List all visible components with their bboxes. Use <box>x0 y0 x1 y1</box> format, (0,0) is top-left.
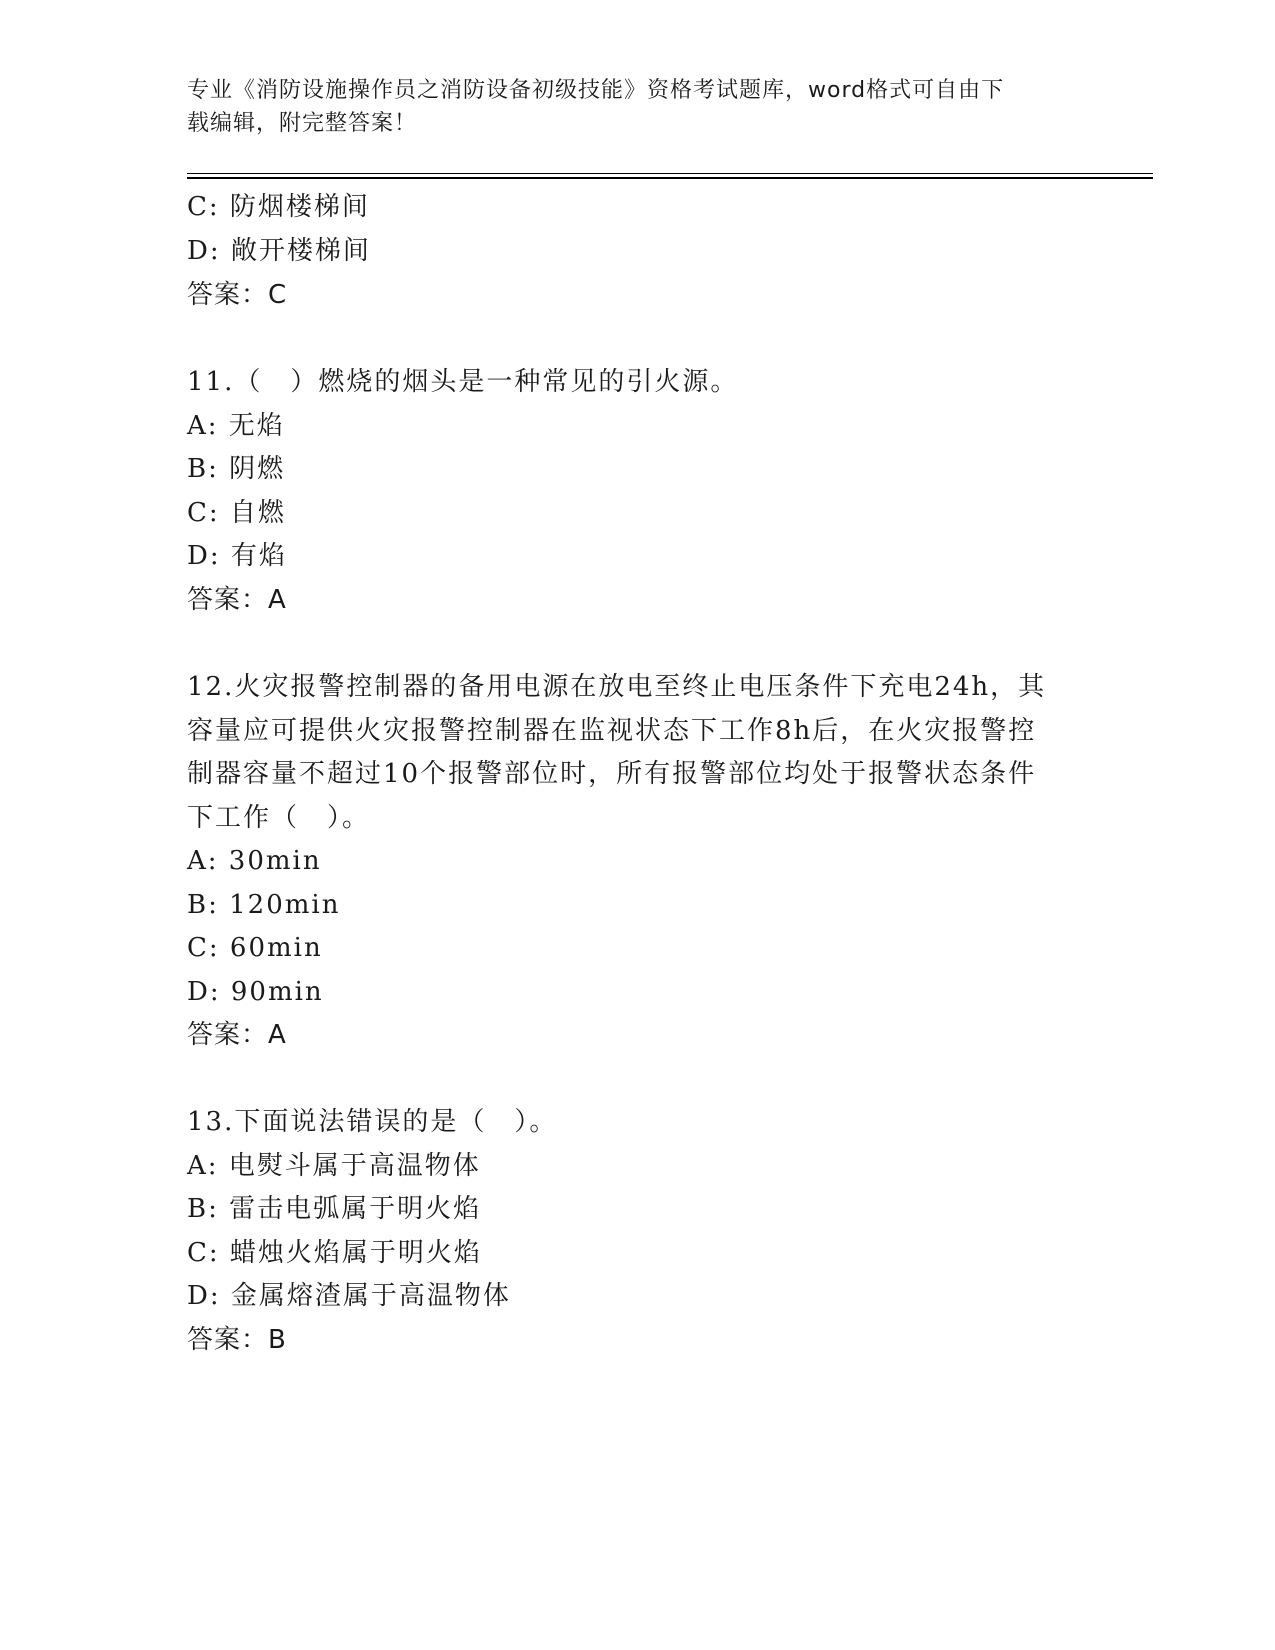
q12-option-b: B: 120min <box>187 890 341 920</box>
q12-option-a: A: 30min <box>187 846 322 876</box>
q13-option-c: C: 蜡烛火焰属于明火焰 <box>187 1238 482 1268</box>
q11-answer: 答案：A <box>187 585 287 615</box>
q11-option-d: D: 有焰 <box>187 541 287 571</box>
q12-question-line-2: 容量应可提供火灾报警控制器在监视状态下工作8h后，在火灾报警控 <box>187 716 1037 746</box>
q12-option-d: D: 90min <box>187 977 324 1007</box>
q10-answer: 答案：C <box>187 280 288 310</box>
q12-question-line-3: 制器容量不超过10个报警部位时，所有报警部位均处于报警状态条件 <box>187 759 1037 789</box>
q11-question: 11.（ ）燃烧的烟头是一种常见的引火源。 <box>187 367 739 397</box>
header-line-1: 专业《消防设施操作员之消防设备初级技能》资格考试题库，word格式可自由下 <box>187 78 1005 103</box>
q12-question-line-4: 下工作（ ）。 <box>187 803 371 833</box>
page-header <box>187 74 1077 140</box>
q12-answer: 答案：A <box>187 1020 287 1050</box>
header-divider-thin <box>187 173 1153 174</box>
q13-option-b: B: 雷击电弧属于明火焰 <box>187 1194 482 1224</box>
q13-question: 13.下面说法错误的是（ ）。 <box>187 1107 558 1137</box>
header-line-2: 载编辑，附完整答案！ <box>187 111 418 136</box>
q11-option-c: C: 自燃 <box>187 498 286 528</box>
q13-option-a: A: 电熨斗属于高温物体 <box>187 1151 481 1181</box>
q13-option-d: D: 金属熔渣属于高温物体 <box>187 1281 511 1311</box>
q10-option-d: D: 敞开楼梯间 <box>187 236 371 266</box>
q11-option-b: B: 阴燃 <box>187 454 286 484</box>
q12-question-line-1: 12.火灾报警控制器的备用电源在放电至终止电压条件下充电24h，其 <box>187 672 1047 702</box>
q11-option-a: A: 无焰 <box>187 411 285 441</box>
q13-answer: 答案：B <box>187 1325 287 1355</box>
q10-option-c: C: 防烟楼梯间 <box>187 192 370 222</box>
q12-option-c: C: 60min <box>187 933 323 963</box>
header-divider-thick <box>187 177 1153 179</box>
